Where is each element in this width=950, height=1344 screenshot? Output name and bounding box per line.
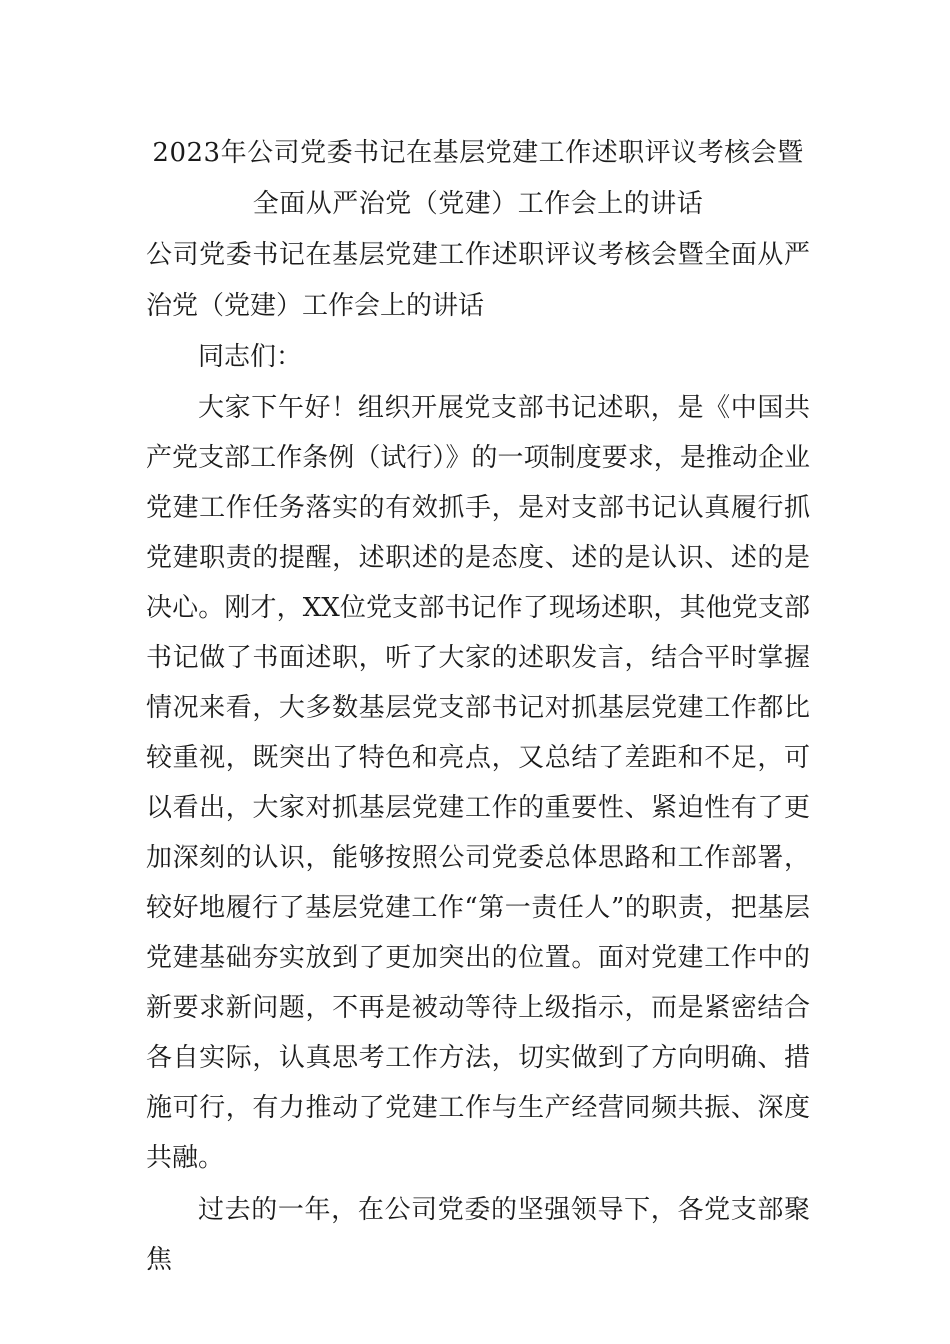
document-subtitle: 公司党委书记在基层党建工作述职评议考核会暨全面从严治党（党建）工作会上的讲话 <box>146 240 810 321</box>
document-title: 2023年公司党委书记在基层党建工作述职评议考核会暨全面从严治党（党建）工作会上的讲话 <box>152 138 804 219</box>
paragraph-2: 过去的一年，在公司党委的坚强领导下，各党支部聚焦 <box>146 1195 810 1275</box>
paragraph-1: 大家下午好！组织开展党支部书记述职，是《中国共产党支部工作条例（试行）》的一项制度要求，是推动企业党建工作任务落实的有效抓手，是对支部书记认真履行抓党建职责的提醒，述职述的是态度、述的是认识、述的是决心。刚才，XX位党支部书记作了现场述职，其他党支部书记做了书面述职，听了大家的述职发言，结合平时掌握情况来看，大多数基层党支部书记对抓基层党建工作都比较重视，既突出了特色和亮点，又总结了差距和不足，可以看出，大家对抓基层党建工作的重要性、紧迫性有了更加深刻的认识，能够按照公司党委总体思路和工作部署，较好地履行了基层党建工作“第一责任人”的职责，把基层党建基础夯实放到了更加突出的位置。面对党建工作中的新要求新问题，不再是被动等待上级指示，而是紧密结合各自实际，认真思考工作方法，切实做到了方向明确、措施可行，有力推动了党建工作与生产经营同频共振、深度共融。 <box>146 393 810 1173</box>
greeting: 同志们： <box>198 342 303 372</box>
document-body <box>146 128 810 1285</box>
